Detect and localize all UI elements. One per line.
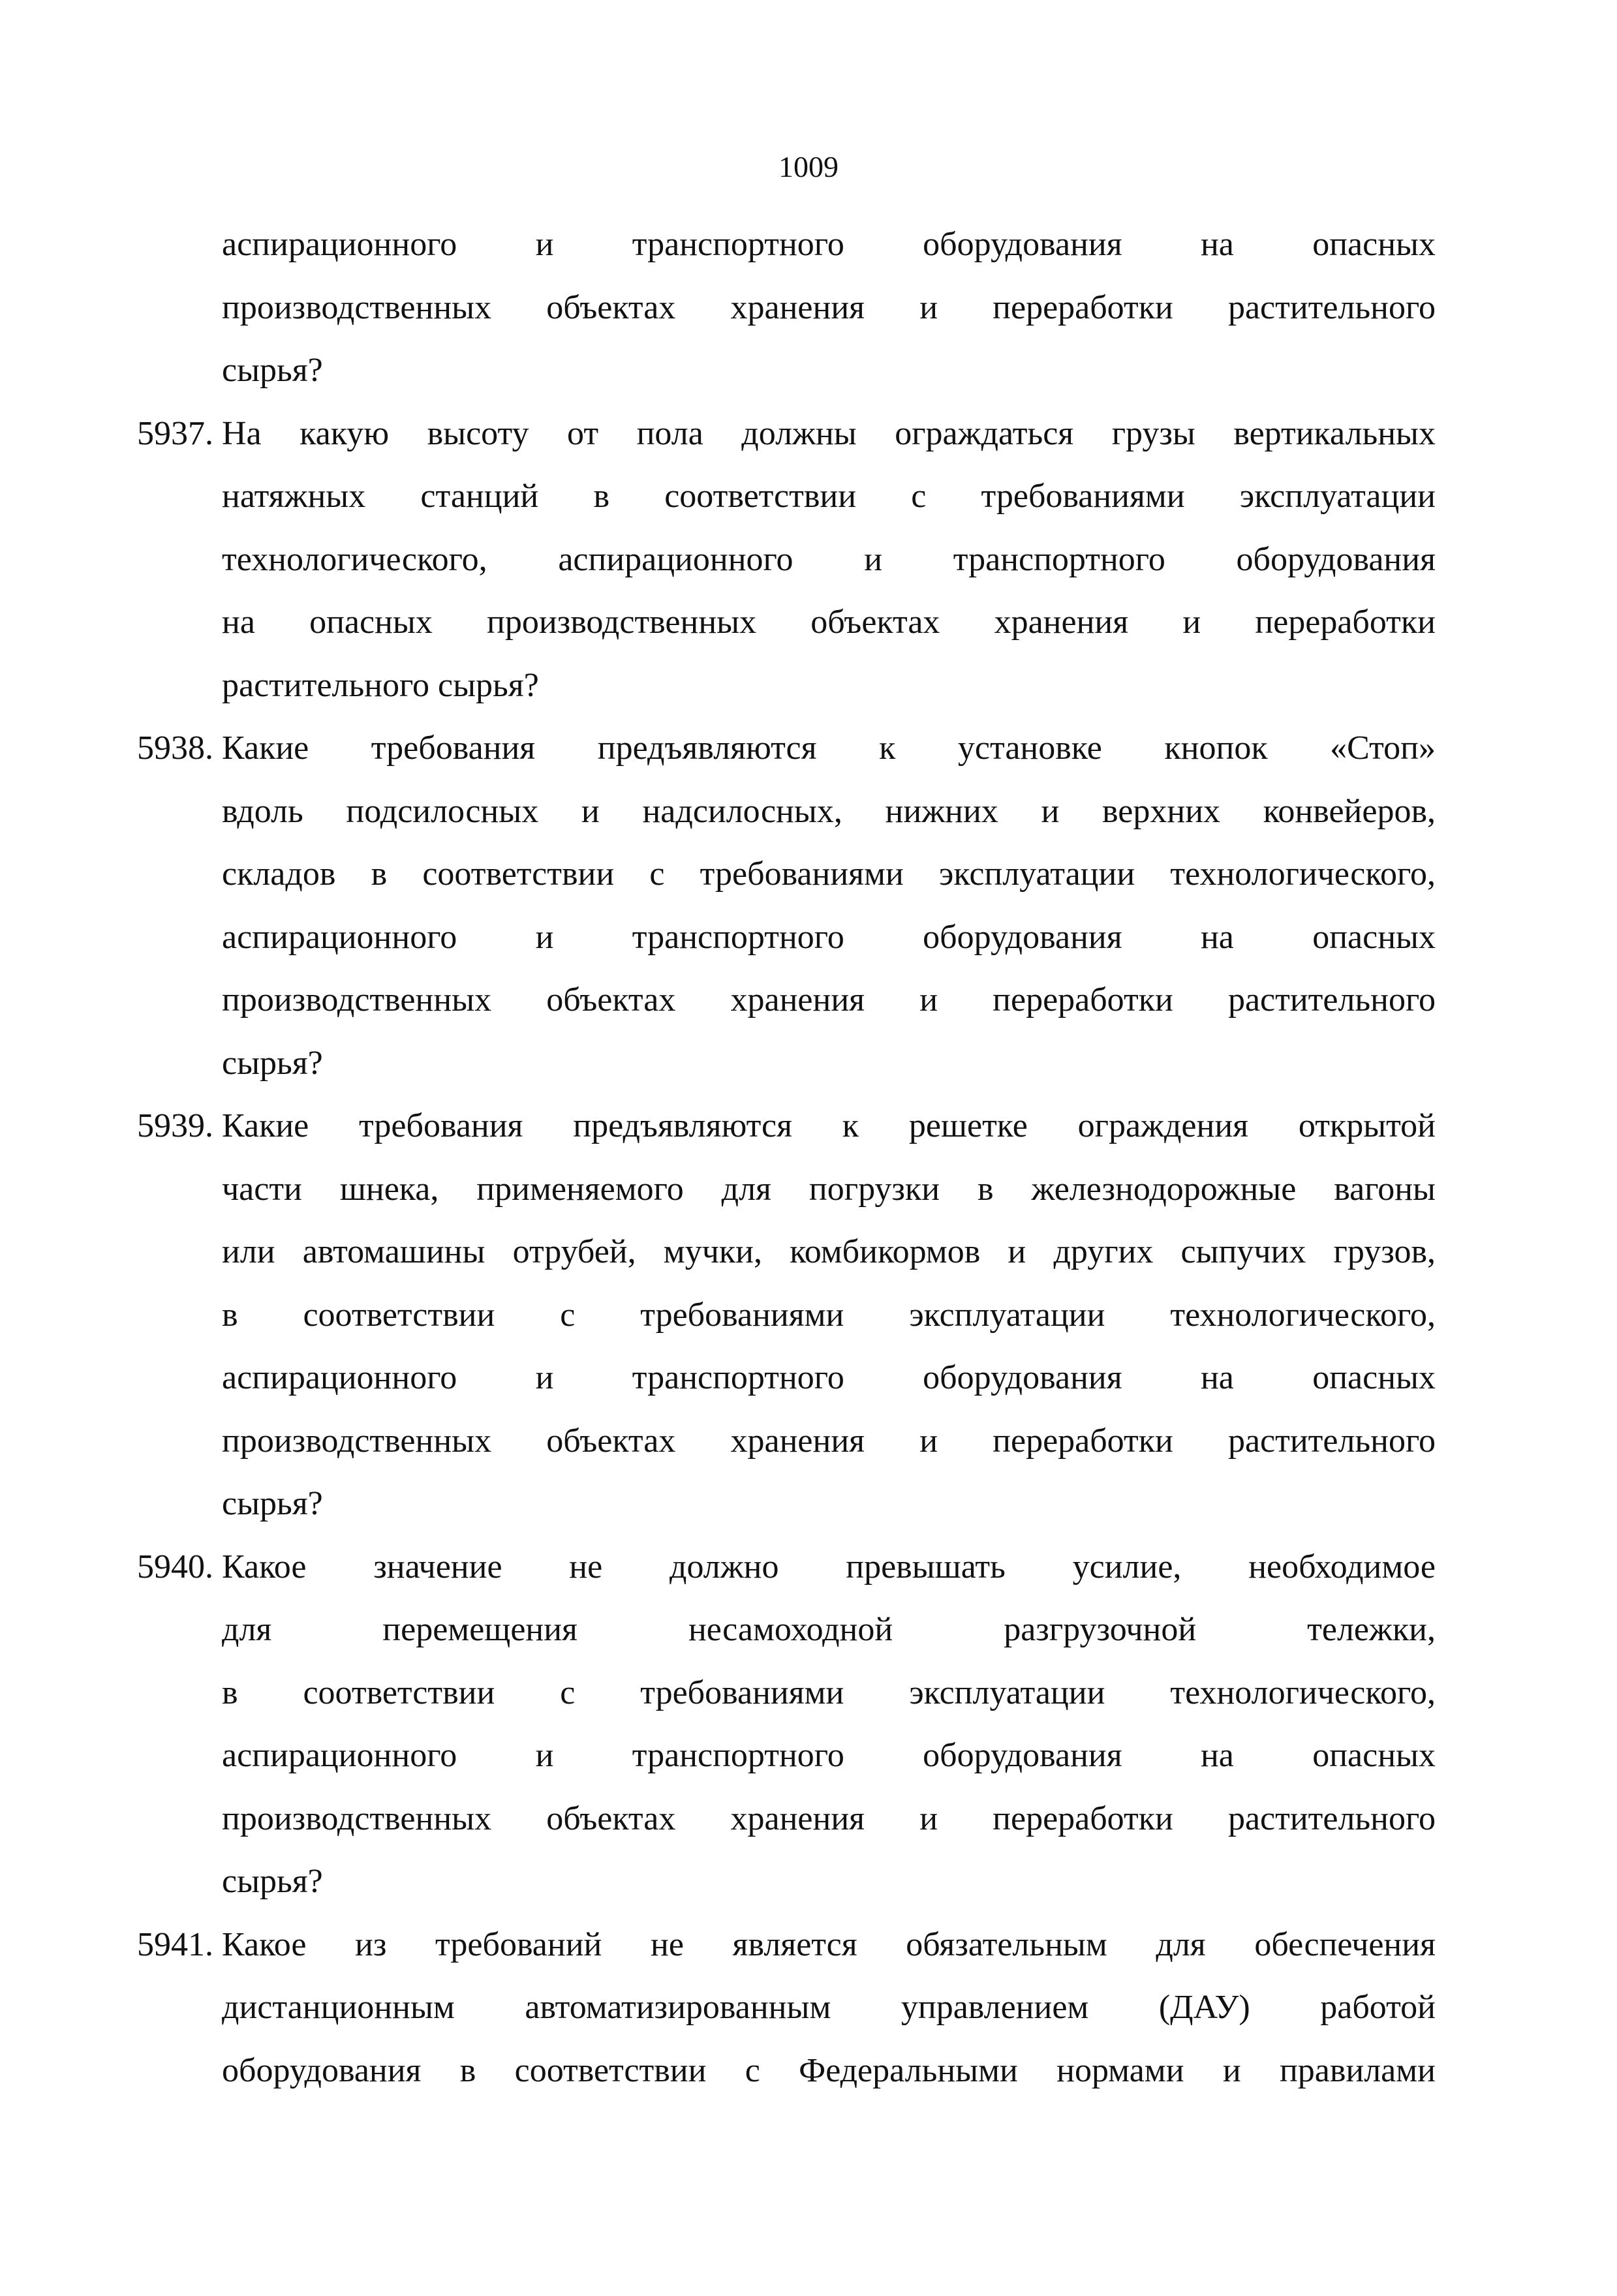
carryover-paragraph xyxy=(222,213,1436,403)
text-line xyxy=(137,717,1436,780)
text-line: производственных объектах хранения и переработки растительного xyxy=(222,1799,1436,1837)
text-line xyxy=(137,1536,1436,1599)
question-number: 5940. xyxy=(137,1548,213,1585)
question-5938 xyxy=(137,717,1436,1095)
text-line: сырья? xyxy=(222,1044,323,1082)
text-line: аспирационного и транспортного оборудования на опасных xyxy=(222,1359,1436,1396)
text-line xyxy=(137,1914,1436,1977)
text-line xyxy=(137,403,1436,466)
text-line: растительного сырья? xyxy=(222,666,539,704)
question-number: 5941. xyxy=(137,1925,213,1963)
question-text: Какое из требований не является обязательным для обеспечения xyxy=(222,1925,1436,1963)
text-line: в соответствии с требованиями эксплуатации технологического, xyxy=(222,1674,1436,1711)
question-text: Какое значение не должно превышать усилие, необходимое xyxy=(222,1548,1436,1585)
question-text: На какую высоту от пола должны ограждаться грузы вертикальных xyxy=(222,414,1436,452)
text-line: оборудования в соответствии с Федеральными нормами и правилами xyxy=(222,2051,1436,2089)
text-line: аспирационного и транспортного оборудования на опасных xyxy=(222,1737,1436,1774)
text-line: части шнека, применяемого для погрузки в железнодорожные вагоны xyxy=(222,1170,1436,1208)
question-text: Какие требования предъявляются к установке кнопок «Стоп» xyxy=(222,729,1436,767)
question-5939 xyxy=(137,1095,1436,1536)
text-line: дистанционным автоматизированным управлением (ДАУ) работой xyxy=(222,1989,1436,2026)
text-line xyxy=(137,1095,1436,1158)
question-5937 xyxy=(137,403,1436,718)
question-number: 5939. xyxy=(137,1107,213,1144)
question-number: 5937. xyxy=(137,414,213,452)
text-line: производственных объектах хранения и переработки растительного xyxy=(222,1422,1436,1460)
page-number: 1009 xyxy=(778,150,839,183)
text-line: для перемещения несамоходной разгрузочной тележки, xyxy=(222,1611,1436,1648)
question-number: 5938. xyxy=(137,729,213,767)
text-line: вдоль подсилосных и надсилосных, нижних и верхних конвейеров, xyxy=(222,792,1436,830)
text-line: аспирационного и транспортного оборудования на опасных xyxy=(222,226,1436,263)
question-5940 xyxy=(137,1536,1436,1914)
text-line: складов в соответствии с требованиями эксплуатации технологического, xyxy=(222,855,1436,893)
text-line: или автомашины отрубей, мучки, комбикормов и других сыпучих грузов, xyxy=(222,1233,1436,1270)
question-5941 xyxy=(137,1914,1436,2103)
text-line: сырья? xyxy=(222,1485,323,1522)
text-line: технологического, аспирационного и транспортного оборудования xyxy=(222,540,1436,578)
text-line: производственных объектах хранения и переработки растительного xyxy=(222,981,1436,1018)
text-line: натяжных станций в соответствии с требованиями эксплуатации xyxy=(222,478,1436,515)
text-line: на опасных производственных объектах хранения и переработки xyxy=(222,604,1436,641)
text-line: аспирационного и транспортного оборудования на опасных xyxy=(222,918,1436,956)
text-line: в соответствии с требованиями эксплуатации технологического, xyxy=(222,1296,1436,1334)
page-body xyxy=(137,213,1436,2102)
text-line: сырья? xyxy=(222,352,323,389)
question-text: Какие требования предъявляются к решетке ограждения открытой xyxy=(222,1107,1436,1144)
text-line: сырья? xyxy=(222,1863,323,1900)
text-line: производственных объектах хранения и переработки растительного xyxy=(222,288,1436,326)
